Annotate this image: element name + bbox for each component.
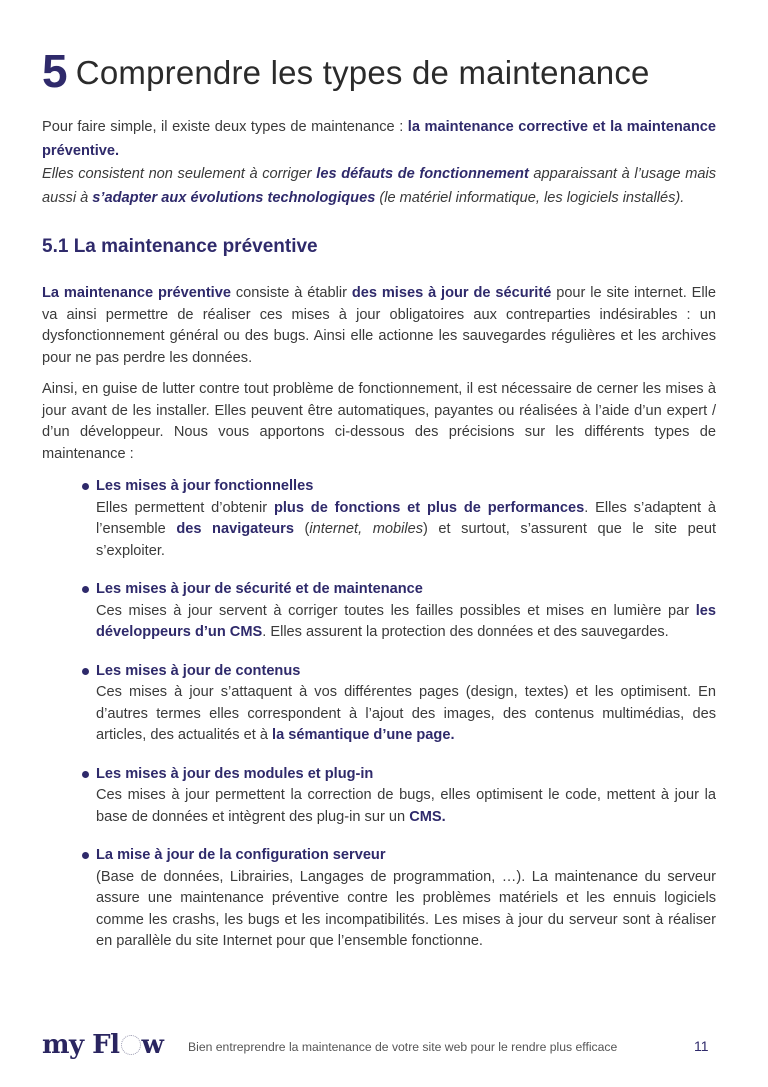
text: (Base de données, Librairies, Langages de programmation, …). La maintenance du serveur assure une maintenance préventive contre les problèmes matériels et les ennuis logiciels comme les crashs, les bugs et les incompatibilités. Les mises à jour du serveur sont à réaliser en parallèle du site Internet pour que l’ensemble fonctionne. bbox=[96, 868, 716, 949]
section-paragraph-1 bbox=[42, 283, 716, 369]
list-item-title: Les mises à jour des modules et plug-in bbox=[96, 765, 374, 782]
list-item bbox=[76, 845, 716, 953]
list-item-title: La mise à jour de la configuration serveur bbox=[96, 847, 386, 863]
intro-text: (le matériel informatique, les logiciels installés). bbox=[375, 189, 685, 206]
section-title: 5.1 La maintenance préventive bbox=[42, 236, 318, 257]
intro-text: Pour faire simple, il existe deux types de maintenance : bbox=[42, 119, 408, 135]
intro-highlight: la maintenance corrective et la maintenance préventive. bbox=[42, 119, 716, 159]
list-item-title: Les mises à jour de contenus bbox=[96, 662, 301, 679]
highlight: CMS. bbox=[409, 808, 446, 825]
bullet-icon bbox=[82, 668, 89, 675]
maintenance-types-list bbox=[76, 476, 716, 953]
list-item bbox=[76, 764, 716, 829]
list-item-title: Les mises à jour fonctionnelles bbox=[96, 478, 314, 494]
list-item bbox=[76, 476, 716, 562]
list-item bbox=[76, 661, 716, 747]
bullet-icon bbox=[82, 483, 89, 490]
highlight: la sémantique d’une page. bbox=[272, 727, 455, 743]
highlight: les développeurs d’un CMS bbox=[96, 602, 716, 640]
section-paragraph-2: Ainsi, en guise de lutter contre tout problème de fonctionnement, il est nécessaire de cerner les mises à jour avant de les installer. Elles peuvent être automatiques, payantes ou réalisées à l’aide d’un expert / d’un développeur. Nous vous apportons ci-dessous des précisions sur les différents types de maintenance : bbox=[42, 381, 716, 462]
text: . Elles assurent la protection des données et des sauvegardes. bbox=[262, 624, 669, 640]
logo-text: w bbox=[141, 1030, 164, 1060]
text: Ces mises à jour s’attaquent à vos différentes pages (design, textes) et les optimisent. En d’autres termes elles correspondent à l’ajout des images, des contenus multimédias, des articles, des actualités et à bbox=[96, 684, 716, 743]
text: pour le site internet. Elle va ainsi permettre de réaliser ces mises à jour obligatoires aux contreparties indésirables : un dysfonctionnement général ou des bugs. Ainsi elle actionne les sauvegardes régulières et les archives pour ne pas perdre les données. bbox=[42, 285, 716, 366]
text: Ces mises à jour permettent la correction de bugs, elles optimisent le code, mettent à jour la base de données et intègrent des plug-in sur un bbox=[96, 787, 716, 825]
intro-text: apparaissant à l’usage mais aussi à bbox=[42, 166, 717, 206]
highlight: des mises à jour de sécurité bbox=[351, 285, 552, 301]
page-footer bbox=[42, 1030, 716, 1062]
intro-paragraph bbox=[42, 116, 716, 210]
intro-text: Elles consistent non seulement à corriger bbox=[42, 166, 317, 182]
highlight: La maintenance préventive bbox=[42, 285, 231, 301]
highlight: des navigateurs bbox=[176, 521, 294, 537]
page-title bbox=[42, 44, 650, 98]
text: consiste à établir bbox=[230, 285, 352, 301]
intro-highlight: s’adapter aux évolutions technologiques bbox=[92, 189, 376, 206]
logo-text: my Fl bbox=[42, 1030, 120, 1060]
footer-caption: Bien entreprendre la maintenance de votre site web pour le rendre plus efficace bbox=[188, 1040, 618, 1054]
text: ( bbox=[293, 521, 310, 537]
myflow-logo bbox=[42, 1030, 163, 1060]
text: ) et surtout, s’assurent que le site peut s’exploiter. bbox=[96, 521, 716, 559]
logo-globe-icon bbox=[121, 1035, 141, 1055]
page-number: 11 bbox=[694, 1038, 709, 1054]
chapter-title: Comprendre les types de maintenance bbox=[75, 54, 650, 91]
bullet-icon bbox=[82, 771, 89, 778]
list-item bbox=[76, 579, 716, 644]
chapter-number: 5 bbox=[42, 45, 68, 97]
highlight: plus de fonctions et plus de performances bbox=[273, 499, 585, 516]
text: Elles permettent d’obtenir bbox=[96, 499, 274, 516]
intro-highlight: les défauts de fonctionnement bbox=[316, 166, 529, 182]
bullet-icon bbox=[82, 852, 89, 859]
bullet-icon bbox=[82, 586, 89, 593]
list-item-title: Les mises à jour de sécurité et de maintenance bbox=[96, 581, 423, 597]
text: Ces mises à jour servent à corriger toutes les failles possibles et mises en lumière par bbox=[96, 602, 696, 619]
italic-text: internet, mobiles bbox=[309, 521, 423, 537]
text: . Elles s’adaptent à l’ensemble bbox=[96, 499, 716, 537]
